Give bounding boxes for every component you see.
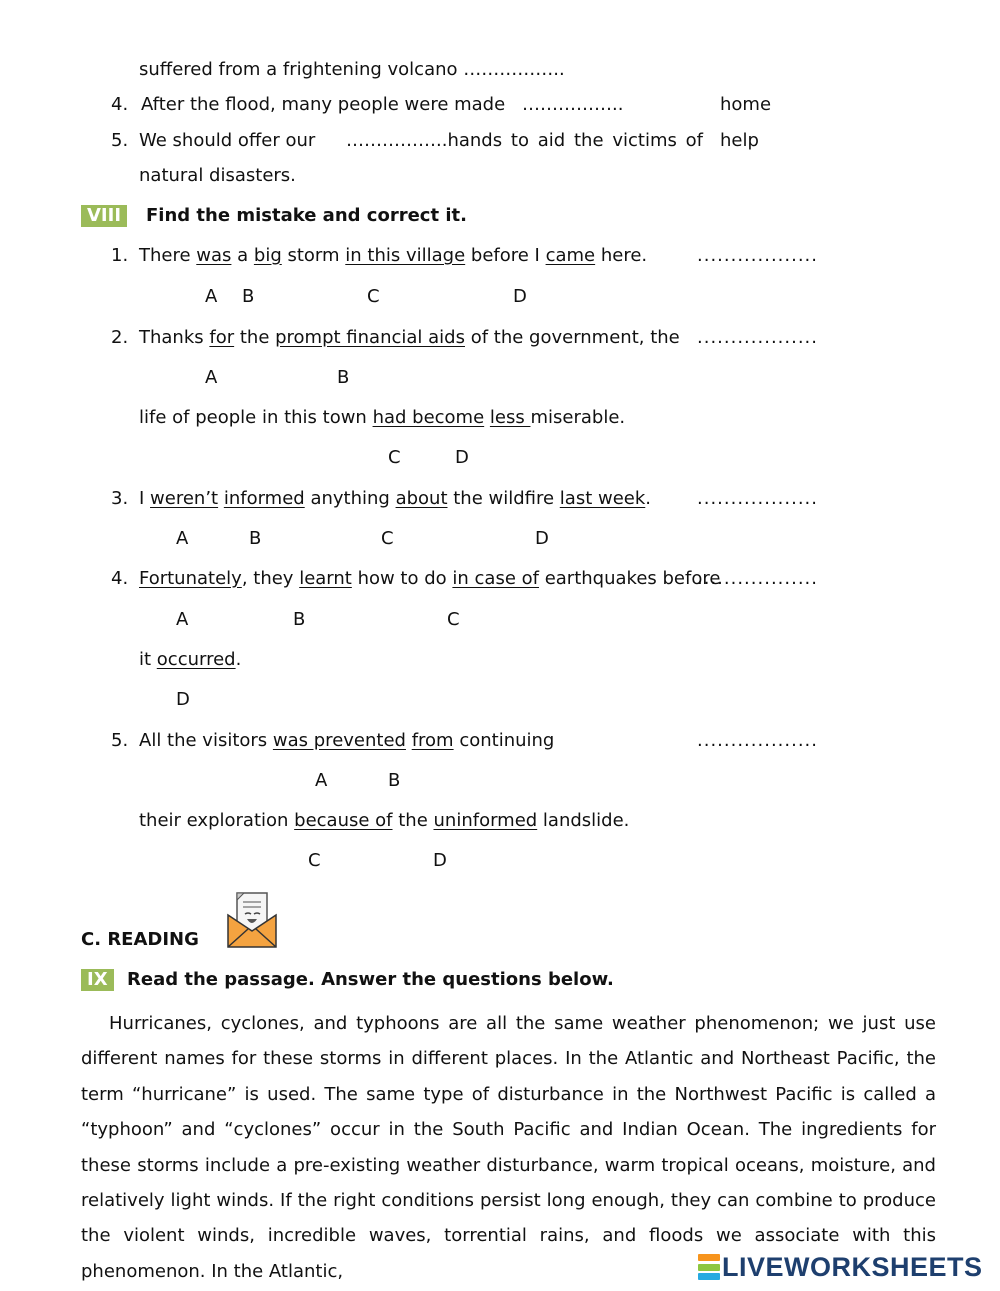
q3-letter-c: C [381, 528, 394, 549]
q4-number: 4. [111, 568, 129, 589]
q2-letter-b: B [337, 367, 350, 388]
logo-text: LIVEWORKSHEETS [722, 1251, 983, 1282]
q5-number: 5. [111, 730, 129, 751]
section-viii-tag: VIII [81, 205, 127, 227]
item5-word: help [720, 130, 759, 151]
q3-letter-b: B [249, 528, 262, 549]
q5-answer-blank[interactable]: .................. [697, 730, 818, 751]
reading-passage: Hurricanes, cyclones, and typhoons are all the same weather phenomenon; we just use different names for these storms in different places. In the Atlantic and Northeast Pacific, the term “hurricane” is used. The same type of disturbance in the Northwest Pacific is called a “typhoon” and “cyclones” occur in the South Pacific and Indian Ocean. The ingredients for these storms include a pre-existing weather disturbance, warm tropical oceans, moisture, and relatively light winds. If the right conditions persist long enough, they can combine to produce the violent winds, incredible waves, torrential rains, and floods we associate with this phenomenon. In the Atlantic, [81, 1013, 936, 1282]
q5-letter-a: A [315, 770, 328, 791]
section-ix-tag: IX [81, 969, 114, 991]
q4-letter-d: D [176, 689, 190, 710]
q2-number: 2. [111, 327, 129, 348]
q5-letter-d: D [433, 850, 447, 871]
q5-letter-c: C [308, 850, 321, 871]
item4-blank[interactable]: …………….. [522, 94, 624, 115]
item4-number: 4. [111, 94, 129, 115]
q2-letter-c: C [388, 447, 401, 468]
q3-number: 3. [111, 488, 129, 509]
q1-letter-b: B [242, 286, 255, 307]
q4-letter-a: A [176, 609, 189, 630]
q1-sentence: There was a big storm in this village before I came here. [139, 245, 648, 266]
logo-mark-icon [698, 1254, 720, 1280]
q5-sentence-line1: All the visitors was prevented from continuing [139, 730, 555, 751]
item5-text-b[interactable]: ……………..hands to aid the victims of [346, 130, 703, 151]
item4-word: home [720, 94, 772, 115]
reading-title: C. READING [81, 929, 199, 950]
q2-answer-blank[interactable]: .................. [697, 327, 818, 348]
q4-answer-blank[interactable]: .................. [697, 568, 818, 589]
liveworksheets-logo [698, 1253, 983, 1281]
q5-sentence-line2: their exploration because of the uninformed landslide. [139, 810, 630, 831]
q2-letter-d: D [455, 447, 469, 468]
q1-letter-d: D [513, 286, 527, 307]
q3-answer-blank[interactable]: .................. [697, 488, 818, 509]
section-ix-instruction: Read the passage. Answer the questions below. [127, 969, 614, 990]
q1-letter-a: A [205, 286, 218, 307]
item5-continuation: natural disasters. [139, 165, 296, 186]
q3-letter-a: A [176, 528, 189, 549]
section-viii-title: Find the mistake and correct it. [146, 205, 467, 226]
q2-sentence-line1: Thanks for the prompt financial aids of the government, the [139, 327, 680, 348]
q1-answer-blank[interactable]: .................. [697, 245, 818, 266]
q2-sentence-line2: life of people in this town had become less miserable. [139, 407, 626, 428]
q5-letter-b: B [388, 770, 401, 791]
q2-letter-a: A [205, 367, 218, 388]
q4-sentence-line1: Fortunately, they learnt how to do in case of earthquakes before [139, 568, 721, 589]
q1-number: 1. [111, 245, 129, 266]
item4-text: After the flood, many people were made [141, 94, 506, 115]
q1-letter-c: C [367, 286, 380, 307]
envelope-icon [226, 891, 278, 949]
item3-continuation: suffered from a frightening volcano …………….. [139, 59, 565, 80]
q4-letter-b: B [293, 609, 306, 630]
q3-letter-d: D [535, 528, 549, 549]
item5-text-a: We should offer our [139, 130, 316, 151]
q3-sentence: I weren’t informed anything about the wildfire last week. [139, 488, 651, 509]
item5-number: 5. [111, 130, 129, 151]
q4-letter-c: C [447, 609, 460, 630]
q4-sentence-line2: it occurred. [139, 649, 242, 670]
